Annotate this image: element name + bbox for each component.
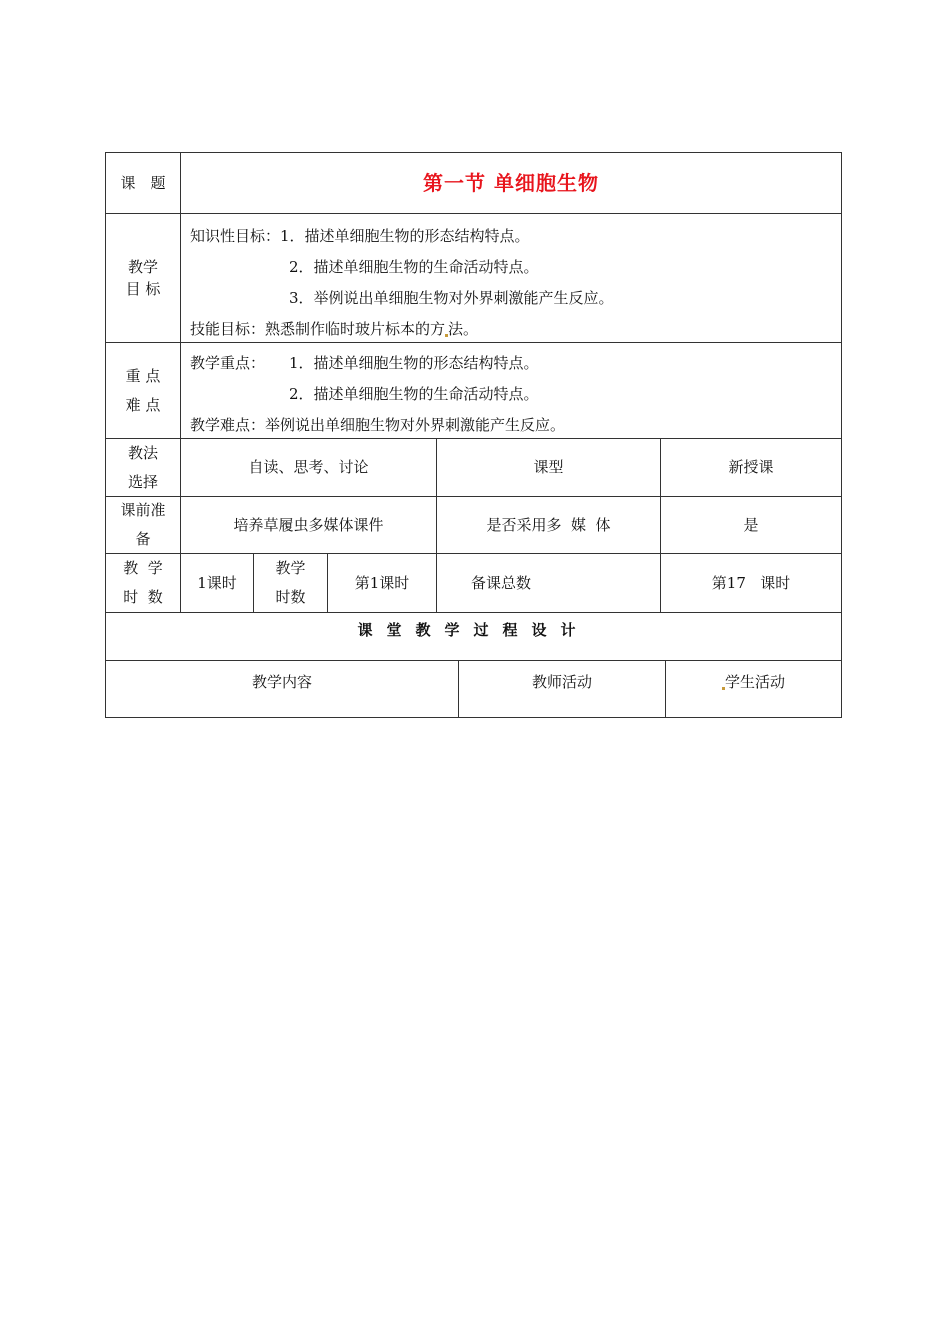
method-text: 自读、思考、讨论 [248, 458, 369, 476]
preparation-text: 培养草履虫多媒体课件 [233, 515, 384, 534]
label-method-line2: 选择 [127, 472, 158, 491]
multimedia-label-text: 是否采用多 媒 体 [486, 515, 611, 534]
label-hours-line1: 教 学 [123, 559, 163, 577]
row-goals [105, 213, 842, 342]
label-title [106, 153, 181, 213]
label-prep-line2: 备 [135, 530, 151, 548]
hours2-text: 第1课时 [354, 573, 410, 592]
label-hours2-line2: 时数 [275, 588, 306, 606]
label-key-line1: 重 点 [125, 366, 161, 385]
goal-line-3: 3．举例说出单细胞生物对外界刺激能产生反应。 [289, 289, 614, 307]
preparation-value [181, 497, 437, 553]
label-prep-line1: 课前准 [120, 501, 166, 519]
section-heading-cell [106, 613, 841, 660]
key-focus-label: 教学重点： [190, 354, 266, 372]
lesson-title-cell [181, 153, 841, 213]
label-key-points [106, 343, 181, 438]
label-goals [106, 214, 181, 342]
row-section-heading [105, 612, 842, 660]
label-goals-line2: 目 标 [125, 280, 161, 298]
row-method [105, 438, 842, 496]
multimedia-value [661, 497, 841, 553]
row-title [105, 152, 842, 213]
total-value-text: 第17 课时 [711, 573, 791, 592]
goal-line-4-text: 技能目标：熟悉制作临时玻片标本的方 [190, 320, 446, 338]
hours-value [181, 554, 254, 612]
col-content-text: 教学内容 [251, 673, 312, 691]
col-teacher-text: 教师活动 [531, 673, 592, 691]
lesson-type-label [437, 439, 661, 496]
hours-text: 1课时 [197, 573, 237, 592]
label-title-text: 课 题 [120, 173, 166, 192]
col-student-text: 学生活动 [724, 673, 785, 691]
row-hours [105, 553, 842, 612]
lesson-type-value-text: 新授课 [728, 458, 774, 476]
key-points-content [190, 343, 841, 438]
goals-content [190, 214, 841, 342]
goal-line-1: 知识性目标：1．描述单细胞生物的形态结构特点。 [190, 227, 530, 245]
label-preparation [106, 497, 181, 553]
row-preparation [105, 496, 842, 553]
label-hours-2 [254, 554, 328, 612]
label-hours-line2: 时 数 [123, 588, 163, 606]
total-label [437, 554, 661, 612]
label-key-line2: 难 点 [125, 395, 161, 414]
lesson-title: 第一节 单细胞生物 [423, 170, 599, 195]
key-line-2: 2．描述单细胞生物的生命活动特点。 [289, 385, 539, 403]
col-content [106, 661, 459, 717]
method-value [181, 439, 437, 496]
section-heading: 课堂教学过程设计 [357, 621, 590, 639]
goal-line-2: 2．描述单细胞生物的生命活动特点。 [289, 258, 539, 276]
col-teacher [459, 661, 666, 717]
label-hours2-line1: 教学 [275, 559, 306, 577]
total-label-text: 备课总数 [471, 573, 532, 592]
goal-line-4 [190, 318, 478, 340]
key-line-1: 1．描述单细胞生物的形态结构特点。 [289, 354, 539, 372]
goal-line-4-tail: 法。 [448, 320, 479, 338]
row-key-points [105, 342, 842, 438]
label-goals-line1: 教学 [127, 258, 158, 276]
multimedia-label [437, 497, 661, 553]
total-value [661, 554, 841, 612]
multimedia-value-text: 是 [743, 515, 759, 534]
lesson-type-label-text: 课型 [533, 458, 564, 476]
row-column-headers [105, 660, 842, 718]
difficulty-line: 教学难点：举例说出单细胞生物对外界刺激能产生反应。 [190, 416, 566, 434]
col-student [666, 661, 841, 717]
hours-value-2 [328, 554, 437, 612]
label-hours [106, 554, 181, 612]
label-method-line1: 教法 [127, 443, 158, 462]
label-method [106, 439, 181, 496]
lesson-type-value [661, 439, 841, 496]
